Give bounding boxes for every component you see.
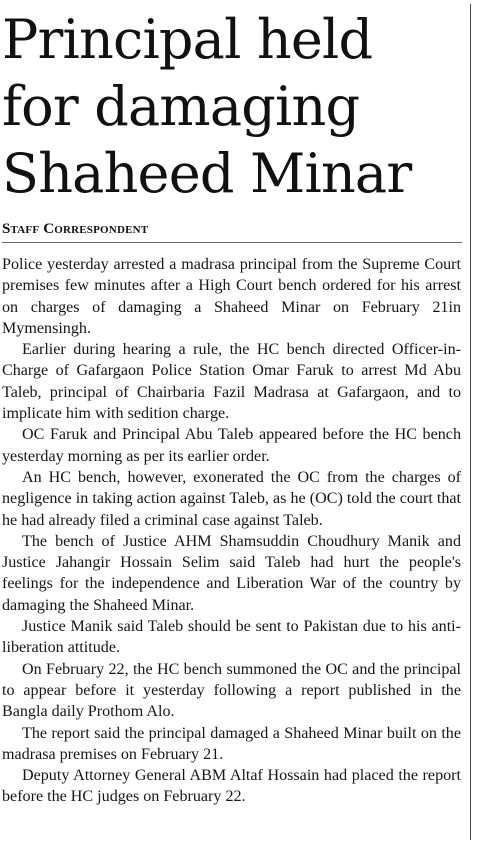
paragraph: Earlier during hearing a rule, the HC bench directed Officer-in-Charge of Gafargaon Police Station Omar Faruk to arrest Md Abu Taleb, principal of Chairbaria Fazil Madrasa at Gafargaon, and to implicate him with sedition charge. [2, 341, 461, 423]
column-divider [470, 4, 471, 840]
headline-line: for damaging [2, 75, 360, 138]
headline [2, 6, 464, 207]
paragraph: OC Faruk and Principal Abu Taleb appeared before the HC bench yesterday morning as per its earlier order. [2, 426, 461, 465]
paragraph: The bench of Justice AHM Shamsuddin Choudhury Manik and Justice Jahangir Hossain Selim said Taleb had hurt the people's feelings for the independence and Liberation War of the country by damaging the Shaheed Minar. [2, 532, 461, 614]
headline-line: Principal held [2, 8, 373, 71]
byline-divider [2, 242, 462, 243]
paragraph: An HC bench, however, exonerated the OC from the charges of negligence in taking action against Taleb, as he (OC) told the court that he had already filed a criminal case against Taleb. [2, 468, 461, 529]
headline-line: Shaheed Minar [2, 142, 412, 205]
paragraph: Police yesterday arrested a madrasa principal from the Supreme Court premises few minutes after a High Court bench ordered for his arrest on charges of damaging a Shaheed Minar on February 21in Mymensingh. [2, 256, 461, 337]
byline: Staff Correspondent [2, 221, 149, 237]
article-body [2, 254, 461, 808]
paragraph: On February 22, the HC bench summoned the OC and the principal to appear before it yesterday following a report published in the Bangla daily Prothom Alo. [2, 660, 461, 721]
paragraph: Deputy Attorney General ABM Altaf Hossain had placed the report before the HC judges on February 22. [2, 767, 461, 806]
paragraph: Justice Manik said Taleb should be sent to Pakistan due to his anti-liberation attitude. [2, 618, 461, 657]
paragraph: The report said the principal damaged a Shaheed Minar built on the madrasa premises on February 21. [2, 724, 461, 763]
